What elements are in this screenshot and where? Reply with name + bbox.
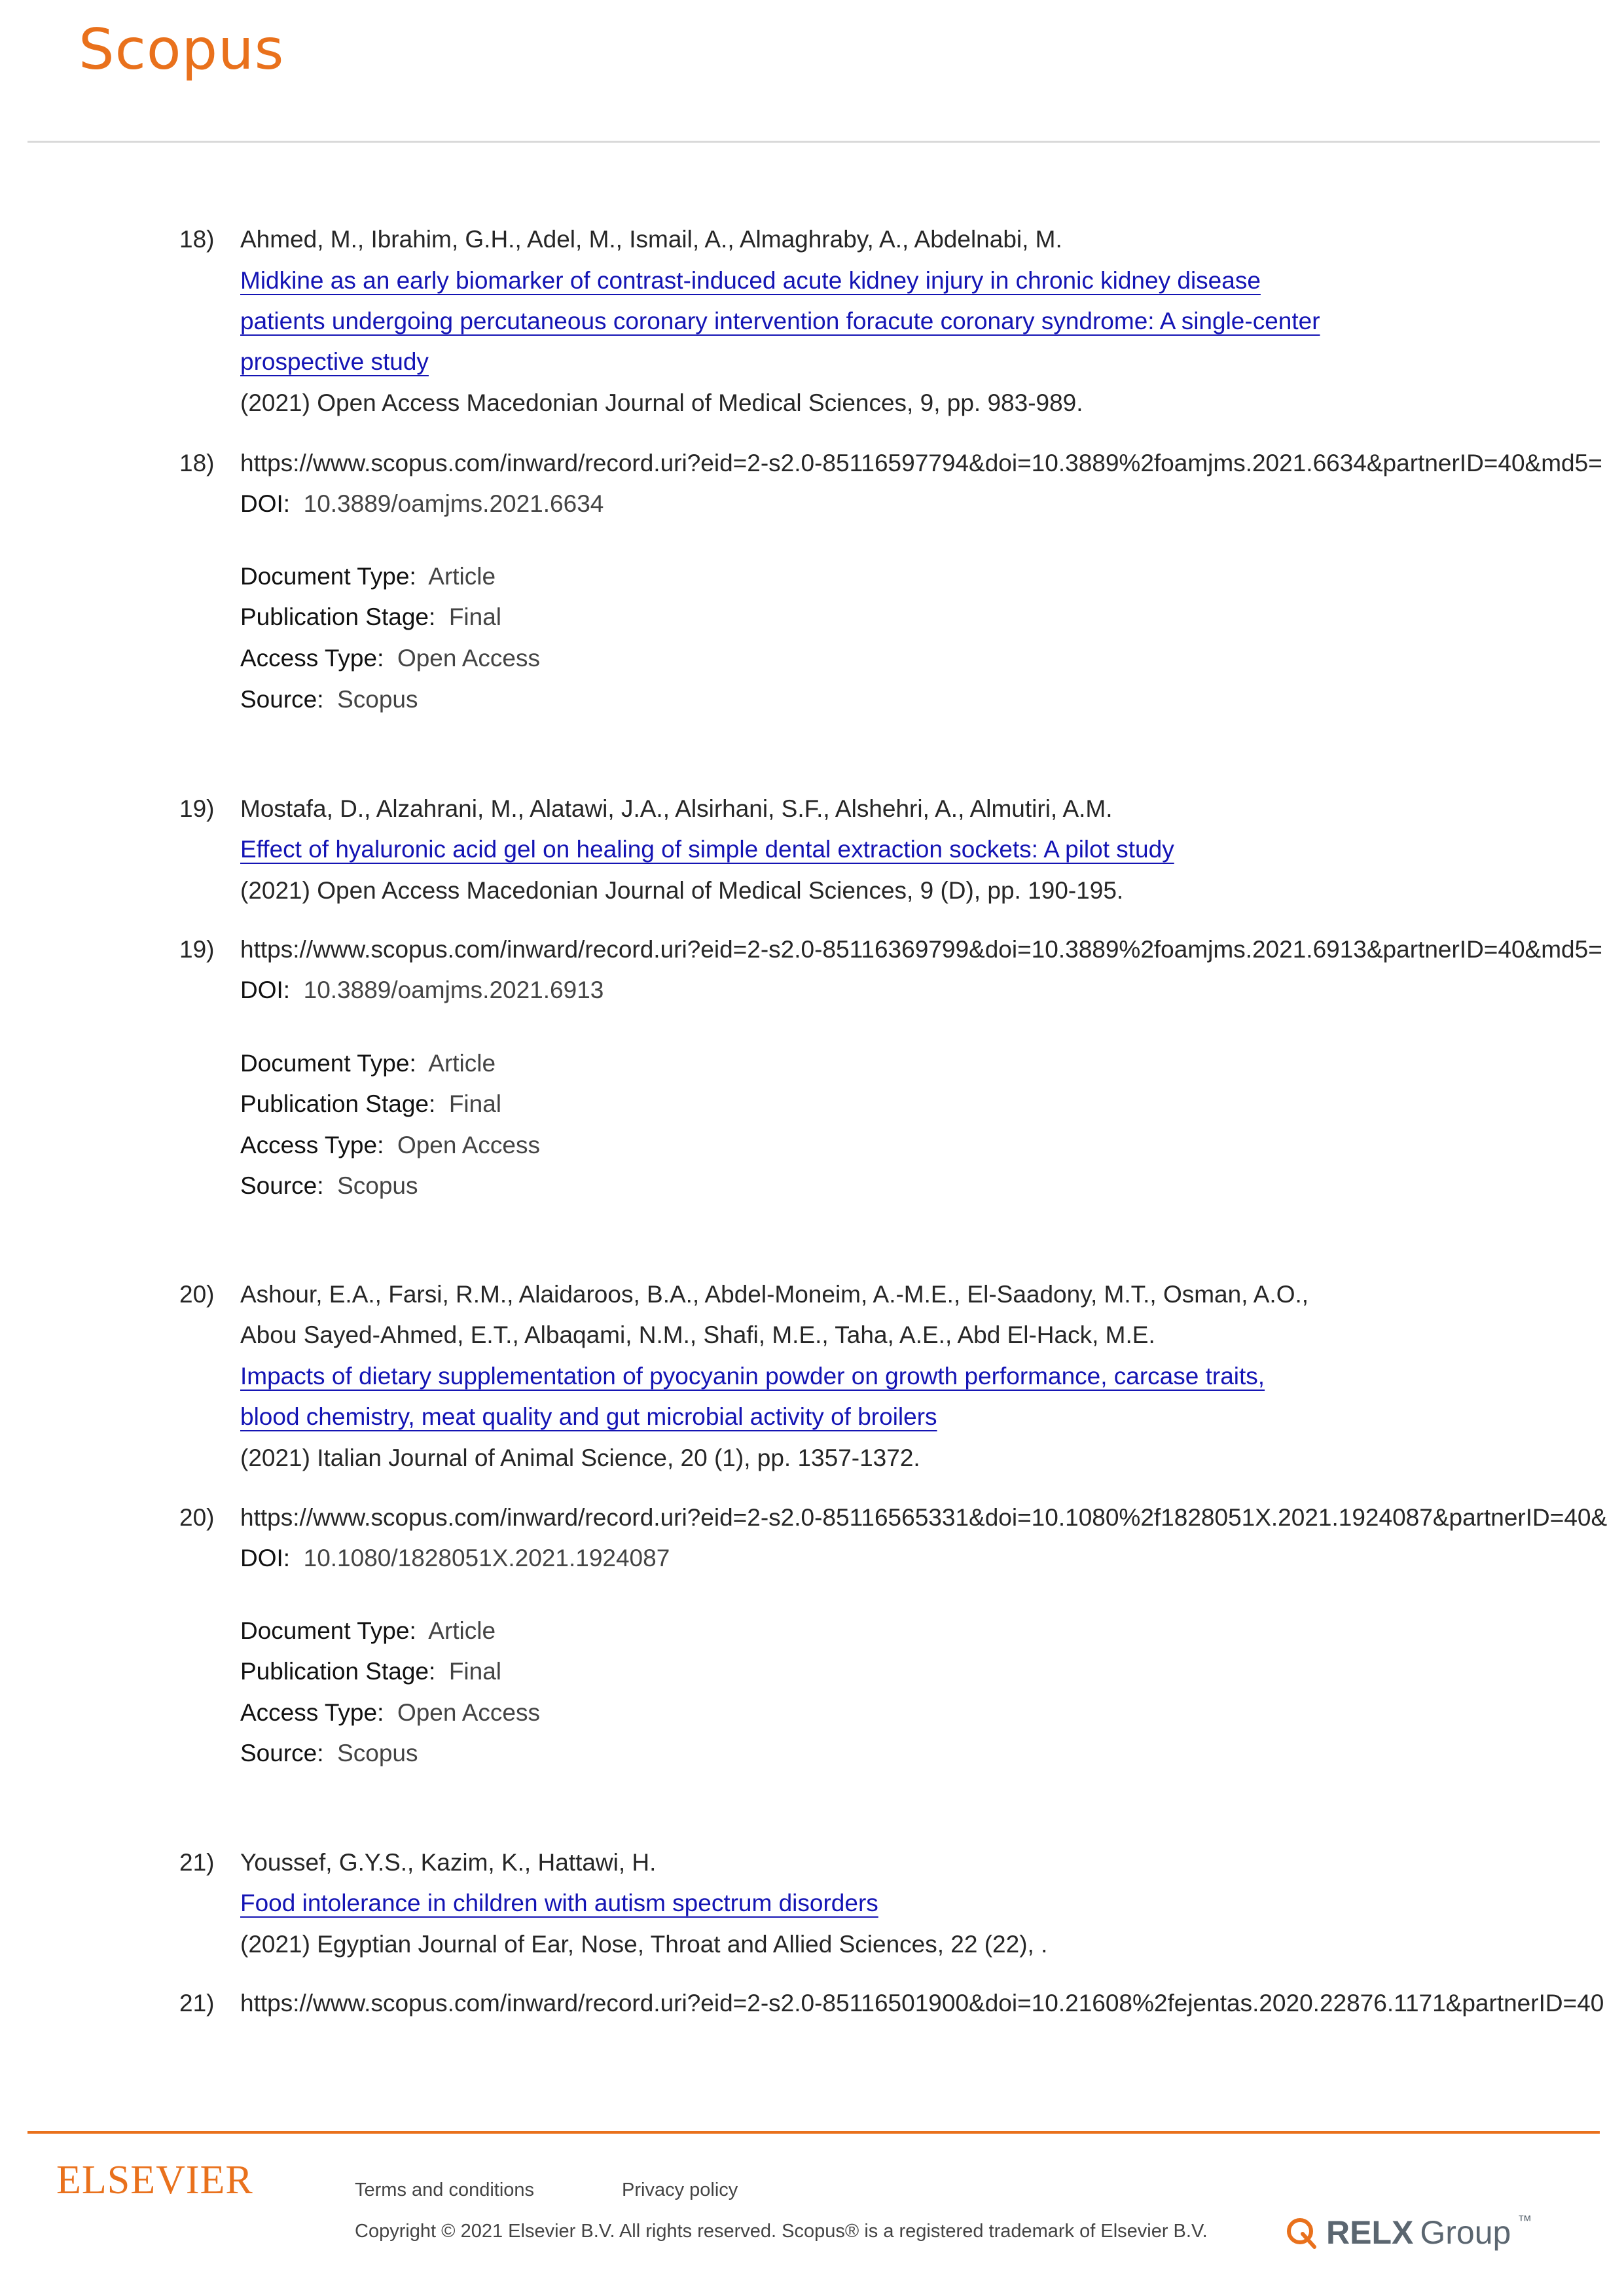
doi-value: 10.1080/1828051X.2021.1924087 bbox=[303, 1545, 670, 1571]
record-source: (2021) Open Access Macedonian Journal of Medical Sciences, 9 (D), pp. 190-195. bbox=[240, 877, 1124, 904]
record-doi bbox=[240, 484, 604, 524]
record-source: (2021) Open Access Macedonian Journal of Medical Sciences, 9, pp. 983-989. bbox=[240, 389, 1083, 416]
doi-label: DOI: bbox=[240, 490, 291, 517]
record-url[interactable]: https://www.scopus.com/inward/record.uri?eid=2-s2.0-85116501900&doi=10.21608%2fejentas.2020.22876.1171&partnerID=40 bbox=[240, 1990, 1604, 2017]
field-label: Source: bbox=[240, 1172, 324, 1199]
field-label: Source: bbox=[240, 1740, 324, 1767]
field-label: Access Type: bbox=[240, 1132, 384, 1158]
field-value: Scopus bbox=[337, 686, 418, 713]
field-label: Access Type: bbox=[240, 645, 384, 672]
record-url[interactable]: https://www.scopus.com/inward/record.uri?eid=2-s2.0-85116369799&doi=10.3889%2foamjms.2021.6913&partnerID=40&md5= bbox=[240, 936, 1602, 963]
record-url[interactable]: https://www.scopus.com/inward/record.uri?eid=2-s2.0-85116597794&doi=10.3889%2foamjms.2021.6634&partnerID=40&md5= bbox=[240, 450, 1602, 476]
record-doi bbox=[240, 1538, 670, 1579]
field-value: Open Access bbox=[397, 1699, 540, 1726]
field-value: Article bbox=[428, 1050, 496, 1077]
record-doi bbox=[240, 970, 604, 1011]
record-title-link[interactable]: patients undergoing percutaneous coronary intervention foracute coronary syndrome: A single-center bbox=[240, 308, 1320, 334]
field-value: Article bbox=[428, 563, 496, 590]
field-label: Document Type: bbox=[240, 1617, 416, 1644]
relx-light-text: Group bbox=[1420, 2214, 1511, 2251]
field-label: Publication Stage: bbox=[240, 603, 436, 630]
record-authors: Ashour, E.A., Farsi, R.M., Alaidaroos, B.A., Abdel-Moneim, A.-M.E., El-Saadony, M.T., Osman, A.O., bbox=[240, 1281, 1309, 1308]
field-label: Source: bbox=[240, 686, 324, 713]
field-value: Final bbox=[448, 1658, 502, 1685]
record-number: 21) bbox=[179, 1990, 215, 2017]
document-type-row bbox=[240, 556, 496, 597]
field-label: Access Type: bbox=[240, 1699, 384, 1726]
field-value: Open Access bbox=[397, 1132, 540, 1158]
doi-value: 10.3889/oamjms.2021.6634 bbox=[303, 490, 604, 517]
record-number: 19) bbox=[179, 936, 215, 963]
privacy-link[interactable]: Privacy policy bbox=[622, 2179, 738, 2200]
record-title-link[interactable]: Midkine as an early biomarker of contrast-induced acute kidney injury in chronic kidney disease bbox=[240, 267, 1261, 294]
field-value: Scopus bbox=[337, 1740, 418, 1767]
field-value: Scopus bbox=[337, 1172, 418, 1199]
relx-logo bbox=[1283, 2210, 1532, 2255]
scopus-logo: Scopus bbox=[79, 17, 285, 82]
record-title-link[interactable]: blood chemistry, meat quality and gut microbial activity of broilers bbox=[240, 1403, 937, 1430]
doi-value: 10.3889/oamjms.2021.6913 bbox=[303, 977, 604, 1003]
record-url[interactable]: https://www.scopus.com/inward/record.uri?eid=2-s2.0-85116565331&doi=10.1080%2f1828051X.2021.1924087&partnerID=40& bbox=[240, 1504, 1608, 1531]
publication-stage-row bbox=[240, 597, 501, 637]
document-type-row bbox=[240, 1043, 496, 1084]
field-value: Final bbox=[448, 1090, 502, 1117]
source-row bbox=[240, 1166, 418, 1206]
relx-mark-icon bbox=[1283, 2214, 1320, 2251]
field-value: Final bbox=[448, 603, 502, 630]
field-value: Open Access bbox=[397, 645, 540, 672]
record-source: (2021) Italian Journal of Animal Science, 20 (1), pp. 1357-1372. bbox=[240, 1444, 920, 1471]
record-title-link[interactable]: Impacts of dietary supplementation of pyocyanin powder on growth performance, carcase traits, bbox=[240, 1363, 1265, 1390]
record-authors: Abou Sayed-Ahmed, E.T., Albaqami, N.M., Shafi, M.E., Taha, A.E., Abd El-Hack, M.E. bbox=[240, 1321, 1155, 1348]
document-type-row bbox=[240, 1611, 496, 1651]
access-type-row bbox=[240, 638, 540, 679]
relx-trademark: ™ bbox=[1517, 2212, 1532, 2229]
record-authors: Ahmed, M., Ibrahim, G.H., Adel, M., Ismail, A., Almaghraby, A., Abdelnabi, M. bbox=[240, 226, 1062, 253]
field-label: Publication Stage: bbox=[240, 1090, 436, 1117]
source-row bbox=[240, 679, 418, 720]
record-number: 21) bbox=[179, 1849, 215, 1876]
record-title-link[interactable]: prospective study bbox=[240, 348, 429, 375]
access-type-row bbox=[240, 1693, 540, 1733]
record-number: 18) bbox=[179, 226, 215, 253]
record-authors: Youssef, G.Y.S., Kazim, K., Hattawi, H. bbox=[240, 1849, 657, 1876]
doi-label: DOI: bbox=[240, 1545, 291, 1571]
doi-label: DOI: bbox=[240, 977, 291, 1003]
record-number: 18) bbox=[179, 450, 215, 476]
record-source: (2021) Egyptian Journal of Ear, Nose, Throat and Allied Sciences, 22 (22), . bbox=[240, 1931, 1048, 1958]
record-authors: Mostafa, D., Alzahrani, M., Alatawi, J.A., Alsirhani, S.F., Alshehri, A., Almutiri, A.M. bbox=[240, 795, 1113, 822]
source-row bbox=[240, 1733, 418, 1774]
terms-link[interactable]: Terms and conditions bbox=[355, 2179, 535, 2200]
publication-stage-row bbox=[240, 1084, 501, 1124]
field-value: Article bbox=[428, 1617, 496, 1644]
access-type-row bbox=[240, 1125, 540, 1166]
field-label: Document Type: bbox=[240, 563, 416, 590]
record-number: 20) bbox=[179, 1504, 215, 1531]
field-label: Publication Stage: bbox=[240, 1658, 436, 1685]
elsevier-logo: ELSEVIER bbox=[56, 2158, 253, 2202]
record-title-link[interactable]: Effect of hyaluronic acid gel on healing of simple dental extraction sockets: A pilot study bbox=[240, 836, 1174, 863]
record-number: 20) bbox=[179, 1281, 215, 1308]
relx-bold-text: RELX bbox=[1326, 2214, 1414, 2251]
footer-divider bbox=[27, 2131, 1600, 2134]
record-title-link[interactable]: Food intolerance in children with autism spectrum disorders bbox=[240, 1890, 878, 1916]
copyright-text: Copyright © 2021 Elsevier B.V. All rights reserved. Scopus® is a registered trademark of Elsevier B.V. bbox=[355, 2221, 1208, 2242]
field-label: Document Type: bbox=[240, 1050, 416, 1077]
record-number: 19) bbox=[179, 795, 215, 822]
publication-stage-row bbox=[240, 1651, 501, 1692]
